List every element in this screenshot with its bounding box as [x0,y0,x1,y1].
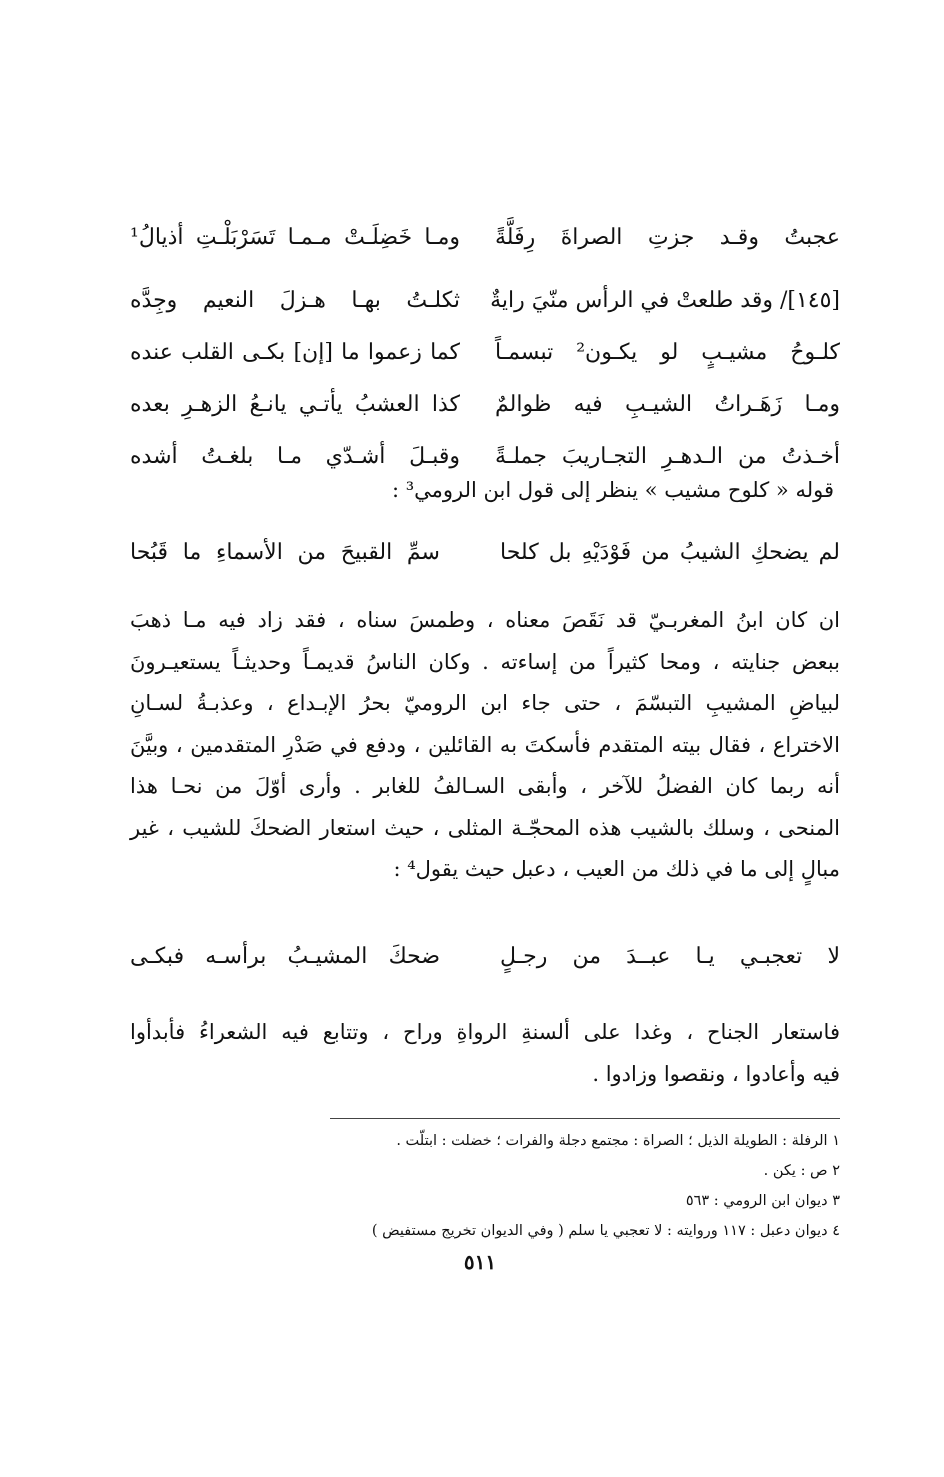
prose-line: ان كان ابنُ المغربـيّ قد نَقَصَ معناه ، وطمسَ سناه ، فقد زاد فيه مـا ذهبَ [130,608,840,632]
verse-second-hemistich: كما زعموا ما [إن] بكـى القلب عنده [130,339,460,365]
verse-first-hemistich: لا تعجبـي يـا عبــدَ من رجـلٍ [500,944,840,969]
verse-second-hemistich: كذا العشبُ يأتـي يانـعُ الزهـرِ بعده [130,391,460,417]
prose-line: أنه ربما كان الفضلُ للآخر ، وأبقى السـالفُ للغابر . وأرى أوّلَ من نحـا هذا [130,774,840,798]
prose-line: لبياضِ المشيبِ التبسّمَ ، حتى جاء ابن الروميّ بحرُ الإبـداع ، وعذبـةُ لسـانِ [130,691,840,715]
prose-line: فاستعار الجناح ، وغدا على ألسنةِ الرواةِ وراح ، وتتابع فيه الشعراءُ فأبدأوا [130,1020,840,1044]
verse-second-hemistich: وقبـلَ أشـدّي مـا بلغـتُ أشده [130,443,460,469]
prose-paragraph [130,600,840,891]
ibn-rumi-verse [130,540,840,565]
verse-second-hemistich: سمِّ القبيحَ من الأسماءِ ما قَبُحا [130,540,440,565]
prose-line: مبالٍ إلى ما في ذلك من العيب ، دعبل حيث يقول⁴ : [393,857,840,881]
verse-line [130,378,840,430]
verse-line [130,274,840,326]
verse-second-hemistich: ثكلـتُ بهـا هـزلَ النعيم وجِدَّه [130,287,460,313]
intro-sentence: قوله « كلوح مشيب » ينظر إلى قول ابن الرومي³ : [391,478,834,502]
footnote: ٢ ص : يكن . [763,1163,840,1179]
verse-second-hemistich: ضحكَ المشيـبُ برأسـه فبكـى [130,944,440,969]
prose-line: فيه وأعادوا ، ونقصوا وزادوا . [592,1061,840,1086]
verse-first-hemistich: عجبتُ وقـد جزتِ الصراةَ رِفَلَّةً [495,224,840,250]
poem [130,200,840,482]
page-number: ٥١١ [463,1250,497,1274]
verse-line [130,326,840,378]
verse-second-hemistich: ومـا خَضِلَـتْ مـمـا تَسَرْبَلْـتِ أذيالُ¹ [130,224,460,250]
prose-paragraph [130,1012,840,1095]
verse-line [130,430,840,482]
verse-first-hemistich: أخـذتُ من الـدهـرِ التجـاريبَ جملـةً [495,443,840,469]
verse-line [130,200,840,274]
verse-first-hemistich: ومـا زَهَـراتُ الشيـبِ فيه ظوالمٌ [495,391,840,417]
verse-first-hemistich: لم يضحكِ الشيبُ من فَوْدَيْهِ بل كلحا [500,540,840,565]
footnotes [372,1126,840,1246]
prose-line: ببعض جنايته ، ومحا كثيراً من إساءته . وكان الناسُ قديمـاً وحديثـاً يستعيـرونَ [130,649,840,674]
prose-line: المنحى ، وسلك بالشيب هذه المحجّـة المثلى ، حيث استعار الضحكَ للشيب ، غير [130,815,840,840]
verse-first-hemistich: كلـوحُ مشيـبٍ لو يكـون² تبسمـاً [495,339,841,365]
verse-first-hemistich: [١٤٥]/ وقد طلعتْ في الرأس منّيَ رايةٌ [490,287,840,313]
footnote: ١ الرفلة : الطويلة الذيل ؛ الصراة : مجتمع دجلة والفرات ؛ خضلت : ابتلّت . [396,1133,840,1149]
prose-line: الاختراع ، فقال بيته المتقدم فأسكتَ به القائلين ، ودفع في صَدْرِ المتقدمين ، وبيَّنَ [130,732,840,757]
footnote: ٣ ديوان ابن الرومي : ٥٦٣ [685,1193,840,1209]
footnote-divider [330,1118,840,1119]
footnote: ٤ ديوان دعبل : ١١٧ وروايته : لا تعجبي يا سلم ( وفي الديوان تخريج مستفيض ) [371,1223,840,1239]
diibil-verse [130,944,840,969]
